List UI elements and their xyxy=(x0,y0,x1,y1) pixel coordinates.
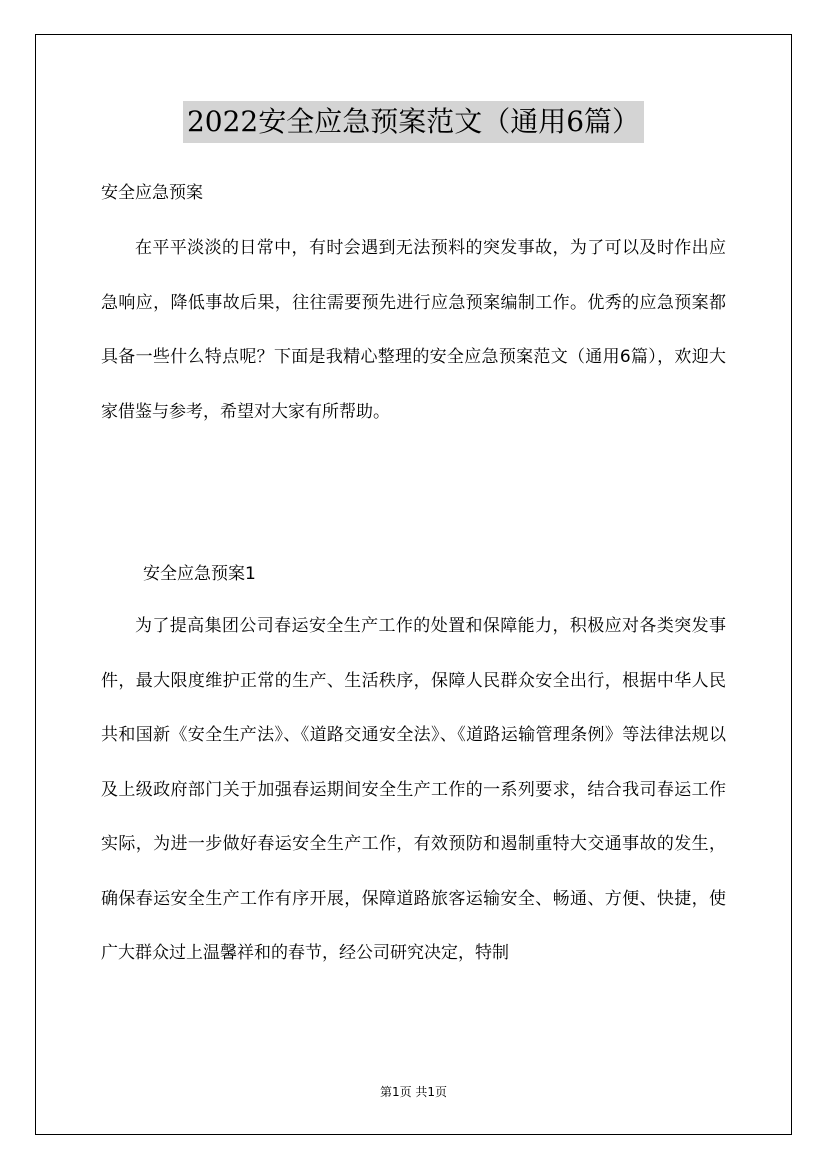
subheading: 安全应急预案1 xyxy=(143,564,256,584)
intro-paragraph: 在平平淡淡的日常中，有时会遇到无法预料的突发事故，为了可以及时作出应急响应，降低事故后果，往往需要预先进行应急预案编制工作。优秀的应急预案都具备一些什么特点呢？下面是我精心整理的安全应急预案范文（通用6篇），欢迎大家借鉴与参考，希望对大家有所帮助。 xyxy=(101,238,726,422)
title-container xyxy=(0,101,827,143)
body-paragraph: 为了提高集团公司春运安全生产工作的处置和保障能力，积极应对各类突发事件，最大限度维护正常的生产、生活秩序，保障人民群众安全出行，根据中华人民共和国新《安全生产法》、《道路交通安全法》、《道路运输管理条例》等法律法规以及上级政府部门关于加强春运期间安全生产工作的一系列要求，结合我司春运工作实际，为进一步做好春运安全生产工作，有效预防和遏制重特大交通事故的发生，确保春运安全生产工作有序开展，保障道路旅客运输安全、畅通、方便、快捷，使广大群众过上温馨祥和的春节，经公司研究决定，特制 xyxy=(101,616,726,963)
section-label: 安全应急预案 xyxy=(101,183,203,203)
page-footer: 第1页 共1页 xyxy=(379,1085,448,1099)
document-title: 2022安全应急预案范文（通用6篇） xyxy=(183,101,644,143)
